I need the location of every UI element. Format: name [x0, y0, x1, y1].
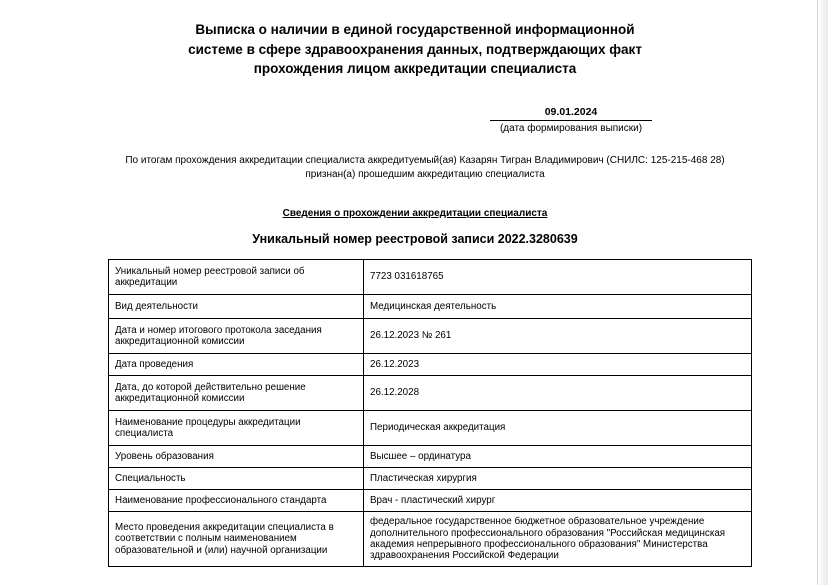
registry-number-title: Уникальный номер реестровой записи 2022.3280639 — [252, 232, 578, 246]
table-row — [109, 411, 752, 446]
row-label: Место проведения аккредитации специалиста в соответствии с полным наименованием образовательной и (или) научной организации — [109, 512, 364, 567]
title-line-3: прохождения лицом аккредитации специалиста — [253, 61, 577, 76]
row-value: Врач - пластический хирург — [364, 490, 752, 512]
row-label: Дата и номер итогового протокола заседания аккредитационной комиссии — [109, 319, 364, 354]
issue-date: 09.01.2024 — [490, 105, 652, 121]
row-value: Высшее – ординатура — [364, 446, 752, 468]
table-row — [109, 260, 752, 295]
table-row — [109, 319, 752, 354]
row-label: Уникальный номер реестровой записи об аккредитации — [109, 260, 364, 295]
intro-text — [95, 154, 755, 182]
row-value: 26.12.2028 — [364, 376, 752, 411]
row-label: Дата проведения — [109, 354, 364, 376]
table-row — [109, 512, 752, 567]
row-label: Наименование процедуры аккредитации специалиста — [109, 411, 364, 446]
row-label: Уровень образования — [109, 446, 364, 468]
intro-line-2: признан(а) прошедшим аккредитацию специалиста — [305, 169, 545, 180]
row-label: Специальность — [109, 468, 364, 490]
row-value: Периодическая аккредитация — [364, 411, 752, 446]
row-value: Медицинская деятельность — [364, 295, 752, 319]
row-value: 7723 031618765 — [364, 260, 752, 295]
table-row — [109, 468, 752, 490]
table-row — [109, 354, 752, 376]
title-line-2: системе в сфере здравоохранения данных, подтверждающих факт — [188, 41, 642, 57]
row-label: Дата, до которой действительно решение аккредитационной комиссии — [109, 376, 364, 411]
row-label: Вид деятельности — [109, 295, 364, 319]
table-row — [109, 295, 752, 319]
title-line-1: Выписка о наличии в единой государственной информационной — [195, 22, 635, 37]
table-row — [109, 376, 752, 411]
row-value: федеральное государственное бюджетное образовательное учреждение дополнительного профессионального образования "Российская медицинская академия непрерывного профессионального образования" Министерства здравоохранения Российской Федерации — [364, 512, 752, 567]
intro-line-1: По итогам прохождения аккредитации специалиста аккредитуемый(ая) Казарян Тигран Владимирович (СНИЛС: 125-215-468 28) — [125, 155, 725, 166]
table-row — [109, 446, 752, 468]
issue-date-caption: (дата формирования выписки) — [499, 123, 643, 134]
accreditation-table — [108, 259, 752, 567]
row-value: 26.12.2023 № 261 — [364, 319, 752, 354]
issue-date-block — [490, 105, 652, 136]
row-value: Пластическая хирургия — [364, 468, 752, 490]
row-value: 26.12.2023 — [364, 354, 752, 376]
document-title — [150, 20, 680, 79]
page-edge-shadow — [818, 0, 828, 585]
section-title: Сведения о прохождении аккредитации специалиста — [282, 208, 548, 219]
table-row — [109, 490, 752, 512]
row-label: Наименование профессионального стандарта — [109, 490, 364, 512]
